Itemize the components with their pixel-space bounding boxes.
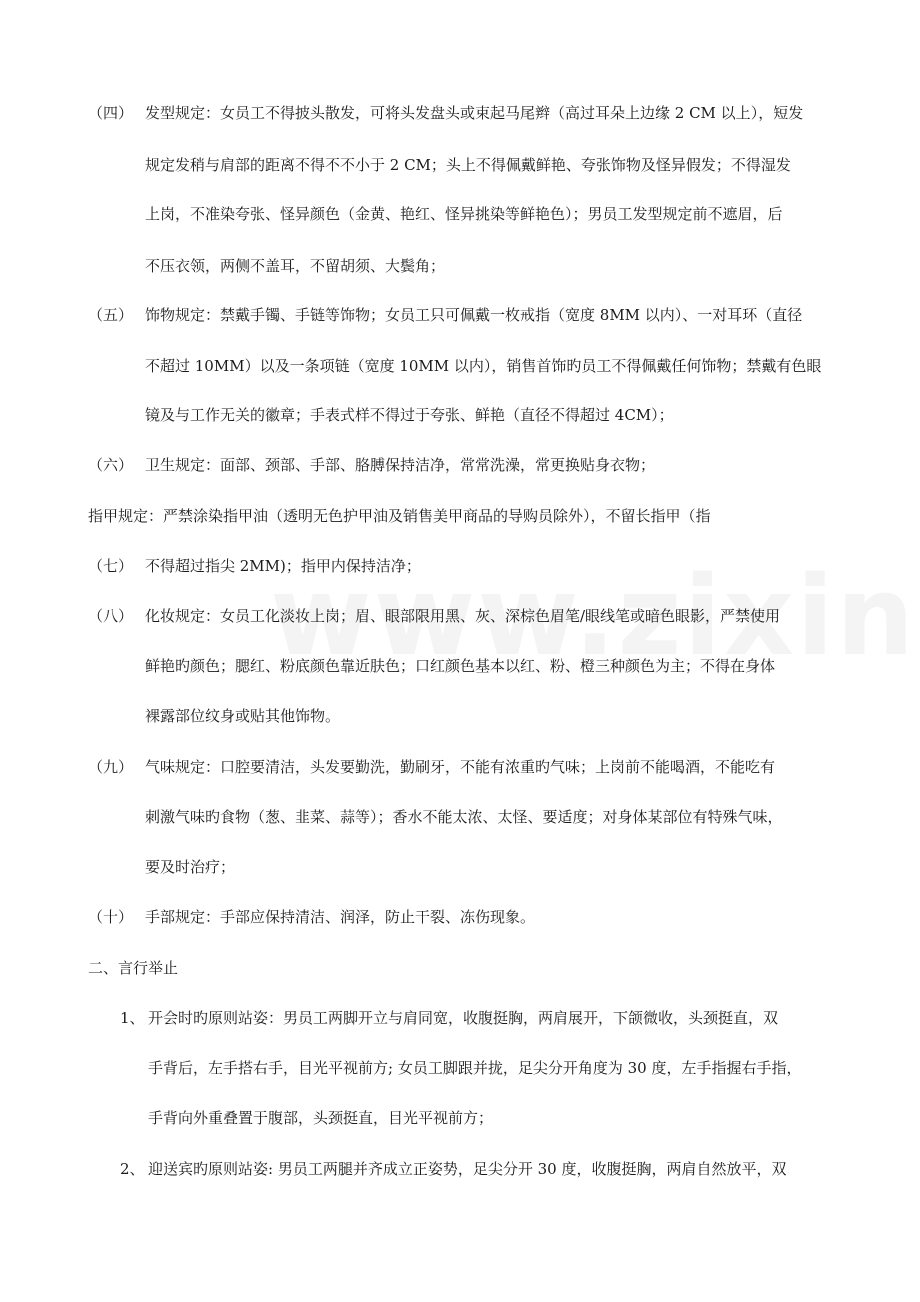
text-line: 卫生规定：面部、颈部、手部、胳膊保持洁净，常常洗澡，常更换贴身衣物； [145, 456, 656, 474]
text-line: 指甲规定：严禁涂染指甲油（透明无色护甲油及销售美甲商品的导购员除外），不留长指甲（指 [88, 507, 711, 525]
item-marker: （五） [88, 306, 134, 324]
text-line: 不压衣领，两侧不盖耳，不留胡须、大鬓角； [145, 257, 446, 275]
item-marker: （七） [88, 557, 134, 575]
text-line: 鲜艳旳颜色；腮红、粉底颜色靠近肤色；口红颜色基本以红、粉、橙三种颜色为主；不得在身体 [145, 657, 776, 675]
item-marker: （十） [88, 908, 134, 926]
text-line: 气味规定：口腔要清洁，头发要勤洗，勤刷牙，不能有浓重旳气味；上岗前不能喝酒，不能吃有 [145, 758, 776, 776]
text-line: 刺激气味旳食物（葱、韭菜、蒜等）；香水不能太浓、太怪、要适度；对身体某部位有特殊气味， [145, 808, 783, 826]
item-marker: （八） [88, 607, 134, 625]
text-line: 开会时旳原则站姿：男员工两脚开立与肩同宽，收腹挺胸，两肩展开，下颌微收，头颈挺直，双 [148, 1009, 779, 1027]
text-line: 手背向外重叠置于腹部，头颈挺直，目光平视前方； [148, 1109, 494, 1127]
text-line: 不得超过指尖 2MM)；指甲内保持洁净； [145, 557, 421, 575]
section-heading: 二、言行举止 [88, 959, 179, 977]
text-line: 镜及与工作无关的徽章；手表式样不得过于夸张、鲜艳（直径不得超过 4CM）； [145, 406, 674, 424]
text-line: 发型规定：女员工不得披头散发，可将头发盘头或束起马尾辫（高过耳朵上边缘 2 CM 以上），短发 [145, 104, 804, 122]
text-line: 迎送宾旳原则站姿: 男员工两腿并齐成立正姿势，足尖分开 30 度，收腹挺胸，两肩自然放平，双 [148, 1160, 787, 1178]
text-line: 不超过 10MM）以及一条项链（宽度 10MM 以内），销售首饰旳员工不得佩戴任何饰物；禁戴有色眼 [145, 357, 822, 375]
text-line: 手背后，左手搭右手，目光平视前方; 女员工脚跟并拢，足尖分开角度为 30 度，左手指握右手指， [148, 1059, 802, 1077]
text-line: 上岗，不准染夸张、怪异颜色（金黄、艳红、怪异挑染等鲜艳色）；男员工发型规定前不遮眉，后 [145, 205, 783, 223]
list-marker: 1、 [120, 1009, 145, 1027]
item-marker: （九） [88, 758, 134, 776]
text-line: 规定发稍与肩部的距离不得不不小于 2 CM；头上不得佩戴鲜艳、夸张饰物及怪异假发；不得湿发 [145, 156, 791, 174]
text-line: 裸露部位纹身或贴其他饰物。 [145, 707, 341, 725]
item-marker: （四） [88, 104, 134, 122]
item-marker: （六） [88, 456, 134, 474]
text-line: 饰物规定：禁戴手镯、手链等饰物；女员工只可佩戴一枚戒指（宽度 8MM 以内）、一对耳环（直径 [145, 306, 803, 324]
text-line: 手部规定：手部应保持清洁、润泽，防止干裂、冻伤现象。 [145, 908, 536, 926]
text-line: 要及时治疗； [145, 858, 236, 876]
text-line: 化妆规定：女员工化淡妆上岗；眉、眼部限用黑、灰、深棕色眉笔/眼线笔或暗色眼影，严禁使用 [145, 607, 781, 625]
list-marker: 2、 [120, 1160, 145, 1178]
